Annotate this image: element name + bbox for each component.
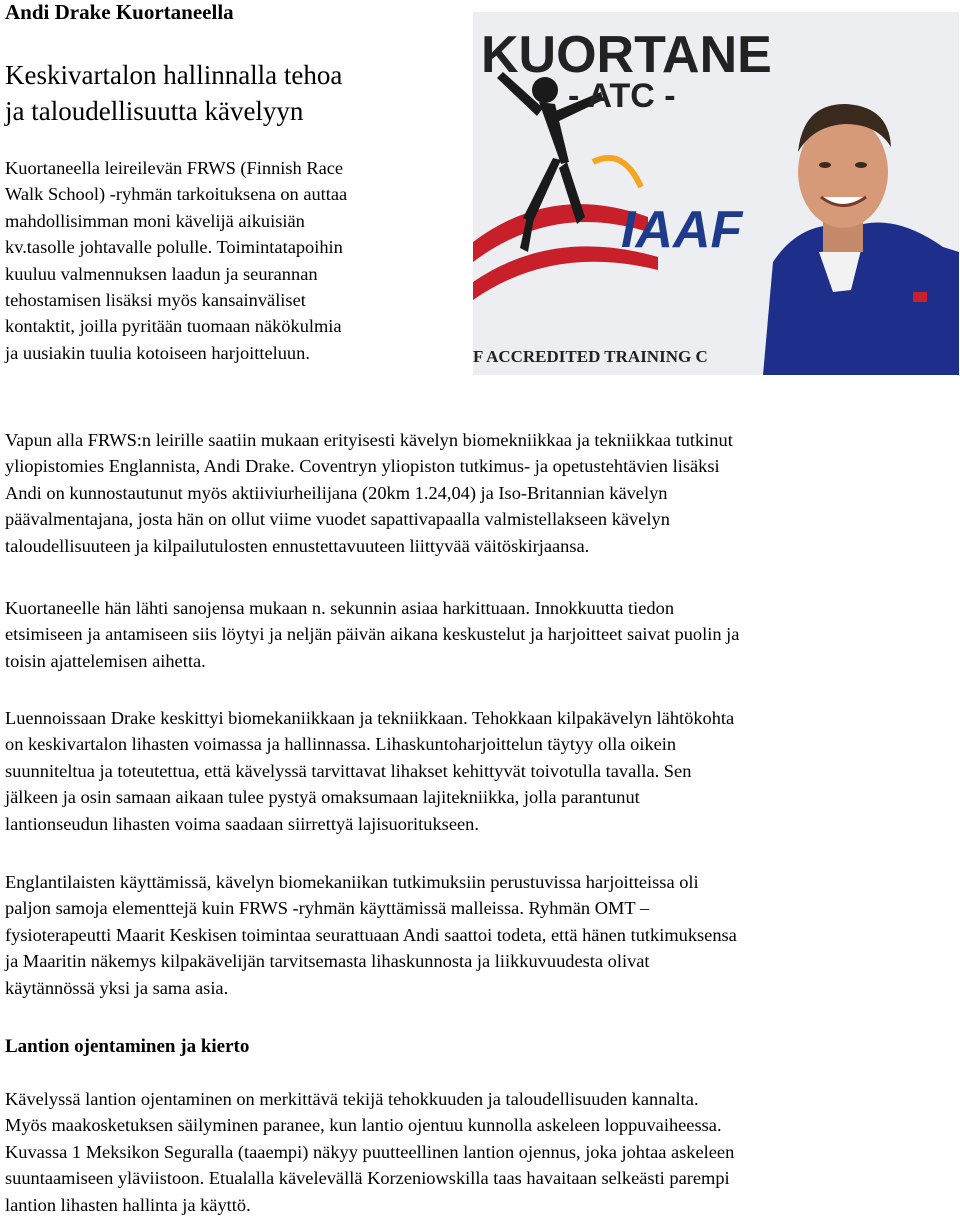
paragraph-line: fysioterapeutti Maarit Keskisen toimintaa seurattuaan Andi saattoi todeta, että hänen tutkimuksensa bbox=[5, 924, 737, 945]
intro-line: kv.tasolle johtavalle polulle. Toimintatapoihin bbox=[5, 237, 343, 258]
paragraph-line: Kuortaneelle hän lähti sanojensa mukaan n. sekunnin asiaa harkittuaan. Innokkuutta tiedon bbox=[5, 598, 675, 618]
paragraph-line: etsimiseen ja antamiseen siis löytyi ja neljän päivän aikana keskustelut ja harjoitteet saivat puolin ja bbox=[5, 624, 740, 645]
intro-line: Walk School) -ryhmän tarkoituksena on auttaa bbox=[5, 184, 348, 205]
body-paragraph bbox=[5, 427, 955, 559]
paragraph-line: lantionseudun lihasten voima saadaan siirrettyä lajisuoritukseen. bbox=[5, 813, 479, 834]
paragraph-line: käytännössä yksi ja sama asia. bbox=[5, 977, 229, 998]
paragraph-line: on keskivartalon lihasten voimassa ja hallinnassa. Lihaskuntoharjoittelun täytyy olla oikein bbox=[5, 734, 677, 755]
intro-paragraph bbox=[5, 155, 475, 366]
section-heading: Lantion ojentaminen ja kierto bbox=[5, 1036, 250, 1057]
photo-illustration bbox=[473, 12, 959, 375]
paragraph-line: jälkeen ja osin samaan aikaan tulee pystyä omaksumaan lajitekniikka, jolla parantunut bbox=[5, 787, 640, 808]
paragraph-line: Andi on kunnostautunut myös aktiiviurheilijana (20km 1.24,04) ja Iso-Britannian kävelyn bbox=[5, 482, 668, 503]
jacket-patch bbox=[913, 292, 927, 302]
intro-line: tehostamisen lisäksi myös kansainväliset bbox=[5, 290, 306, 311]
intro-line: mahdollisimman moni kävelijä aikuisiän bbox=[5, 210, 305, 231]
article-kicker: Andi Drake Kuortaneella bbox=[5, 0, 234, 24]
sign-subtitle: - ATC - bbox=[568, 77, 676, 115]
paragraph-line: Myös maakosketuksen säilyminen paranee, kun lantio ojentuu kunnolla askeleen loppuvaiheessa. bbox=[5, 1115, 722, 1136]
paragraph-line: suunniteltua ja toteutettua, että kävelyssä tarvittavat lihakset kehittyvät toivotulla tavalla. Sen bbox=[5, 760, 692, 781]
paragraph-line: toisin ajattelemisen aihetta. bbox=[5, 650, 206, 671]
paragraph-line: Englantilaisten käyttämissä, kävelyn biomekaniikan tutkimuksiin perustuvissa harjoitteissa oli bbox=[5, 872, 699, 892]
sign-title: KUORTANE bbox=[481, 26, 772, 84]
body-paragraph bbox=[5, 869, 955, 1001]
paragraph-line: suuntaamiseen yläviistoon. Etualalla kävelevällä Korzeniowskilla taas havaitaan selkeästi parempi bbox=[5, 1168, 730, 1189]
intro-line: Kuortaneella leireilevän FRWS (Finnish Race bbox=[5, 158, 344, 178]
body-paragraph bbox=[5, 705, 955, 837]
body-paragraph bbox=[5, 1086, 955, 1218]
intro-line: kontaktit, joilla pyritään tuomaan näkökulmia bbox=[5, 316, 342, 337]
paragraph-line: lantion lihasten hallinta ja käyttö. bbox=[5, 1194, 251, 1215]
paragraph-line: Kuvassa 1 Meksikon Seguralla (taaempi) näkyy puutteellinen lantion ojennus, joka johtaa askeleen bbox=[5, 1141, 735, 1162]
paragraph-line: Vapun alla FRWS:n leirille saatiin mukaan erityisesti kävelyn biomekniikkaa ja tekniikkaa tutkinut bbox=[5, 430, 733, 450]
paragraph-line: paljon samoja elementtejä kuin FRWS -ryhmän käyttämissä malleissa. Ryhmän OMT – bbox=[5, 898, 650, 919]
eye bbox=[855, 162, 867, 168]
iaaf-logo: IAAF bbox=[621, 201, 743, 259]
sign-bottom-text: F ACCREDITED TRAINING C bbox=[473, 347, 708, 366]
article-headline bbox=[5, 57, 475, 129]
paragraph-line: ja Maaritin näkemys kilpakävelijän tarvitsemasta lihaskunnosta ja liikkuvuudesta olivat bbox=[5, 951, 650, 972]
paragraph-line: päävalmentajana, josta hän on ollut viime vuodet sapattivapaalla valmistellakseen kävelyn bbox=[5, 509, 670, 530]
andi-drake-photo bbox=[473, 12, 959, 375]
paragraph-line: Luennoissaan Drake keskittyi biomekaniikkaan ja tekniikkaan. Tehokkaan kilpakävelyn lähtökohta bbox=[5, 708, 735, 728]
intro-line: ja uusiakin tuulia kotoiseen harjoitteluun. bbox=[5, 342, 310, 363]
headline-line: ja taloudellisuutta kävelyyn bbox=[5, 96, 304, 126]
body-paragraph bbox=[5, 595, 955, 674]
eye bbox=[819, 162, 831, 168]
headline-line: Keskivartalon hallinnalla tehoa bbox=[5, 60, 343, 90]
paragraph-line: yliopistomies Englannista, Andi Drake. Coventryn yliopiston tutkimus- ja opetustehtävien lisäksi bbox=[5, 456, 720, 477]
paragraph-line: Kävelyssä lantion ojentaminen on merkittävä tekijä tehokkuuden ja taloudellisuuden kannalta. bbox=[5, 1089, 699, 1109]
paragraph-line: taloudellisuuteen ja kilpailutulosten ennustettavuuteen liittyvää väitöskirjaansa. bbox=[5, 535, 590, 556]
intro-line: kuuluu valmennuksen laadun ja seurannan bbox=[5, 263, 318, 284]
